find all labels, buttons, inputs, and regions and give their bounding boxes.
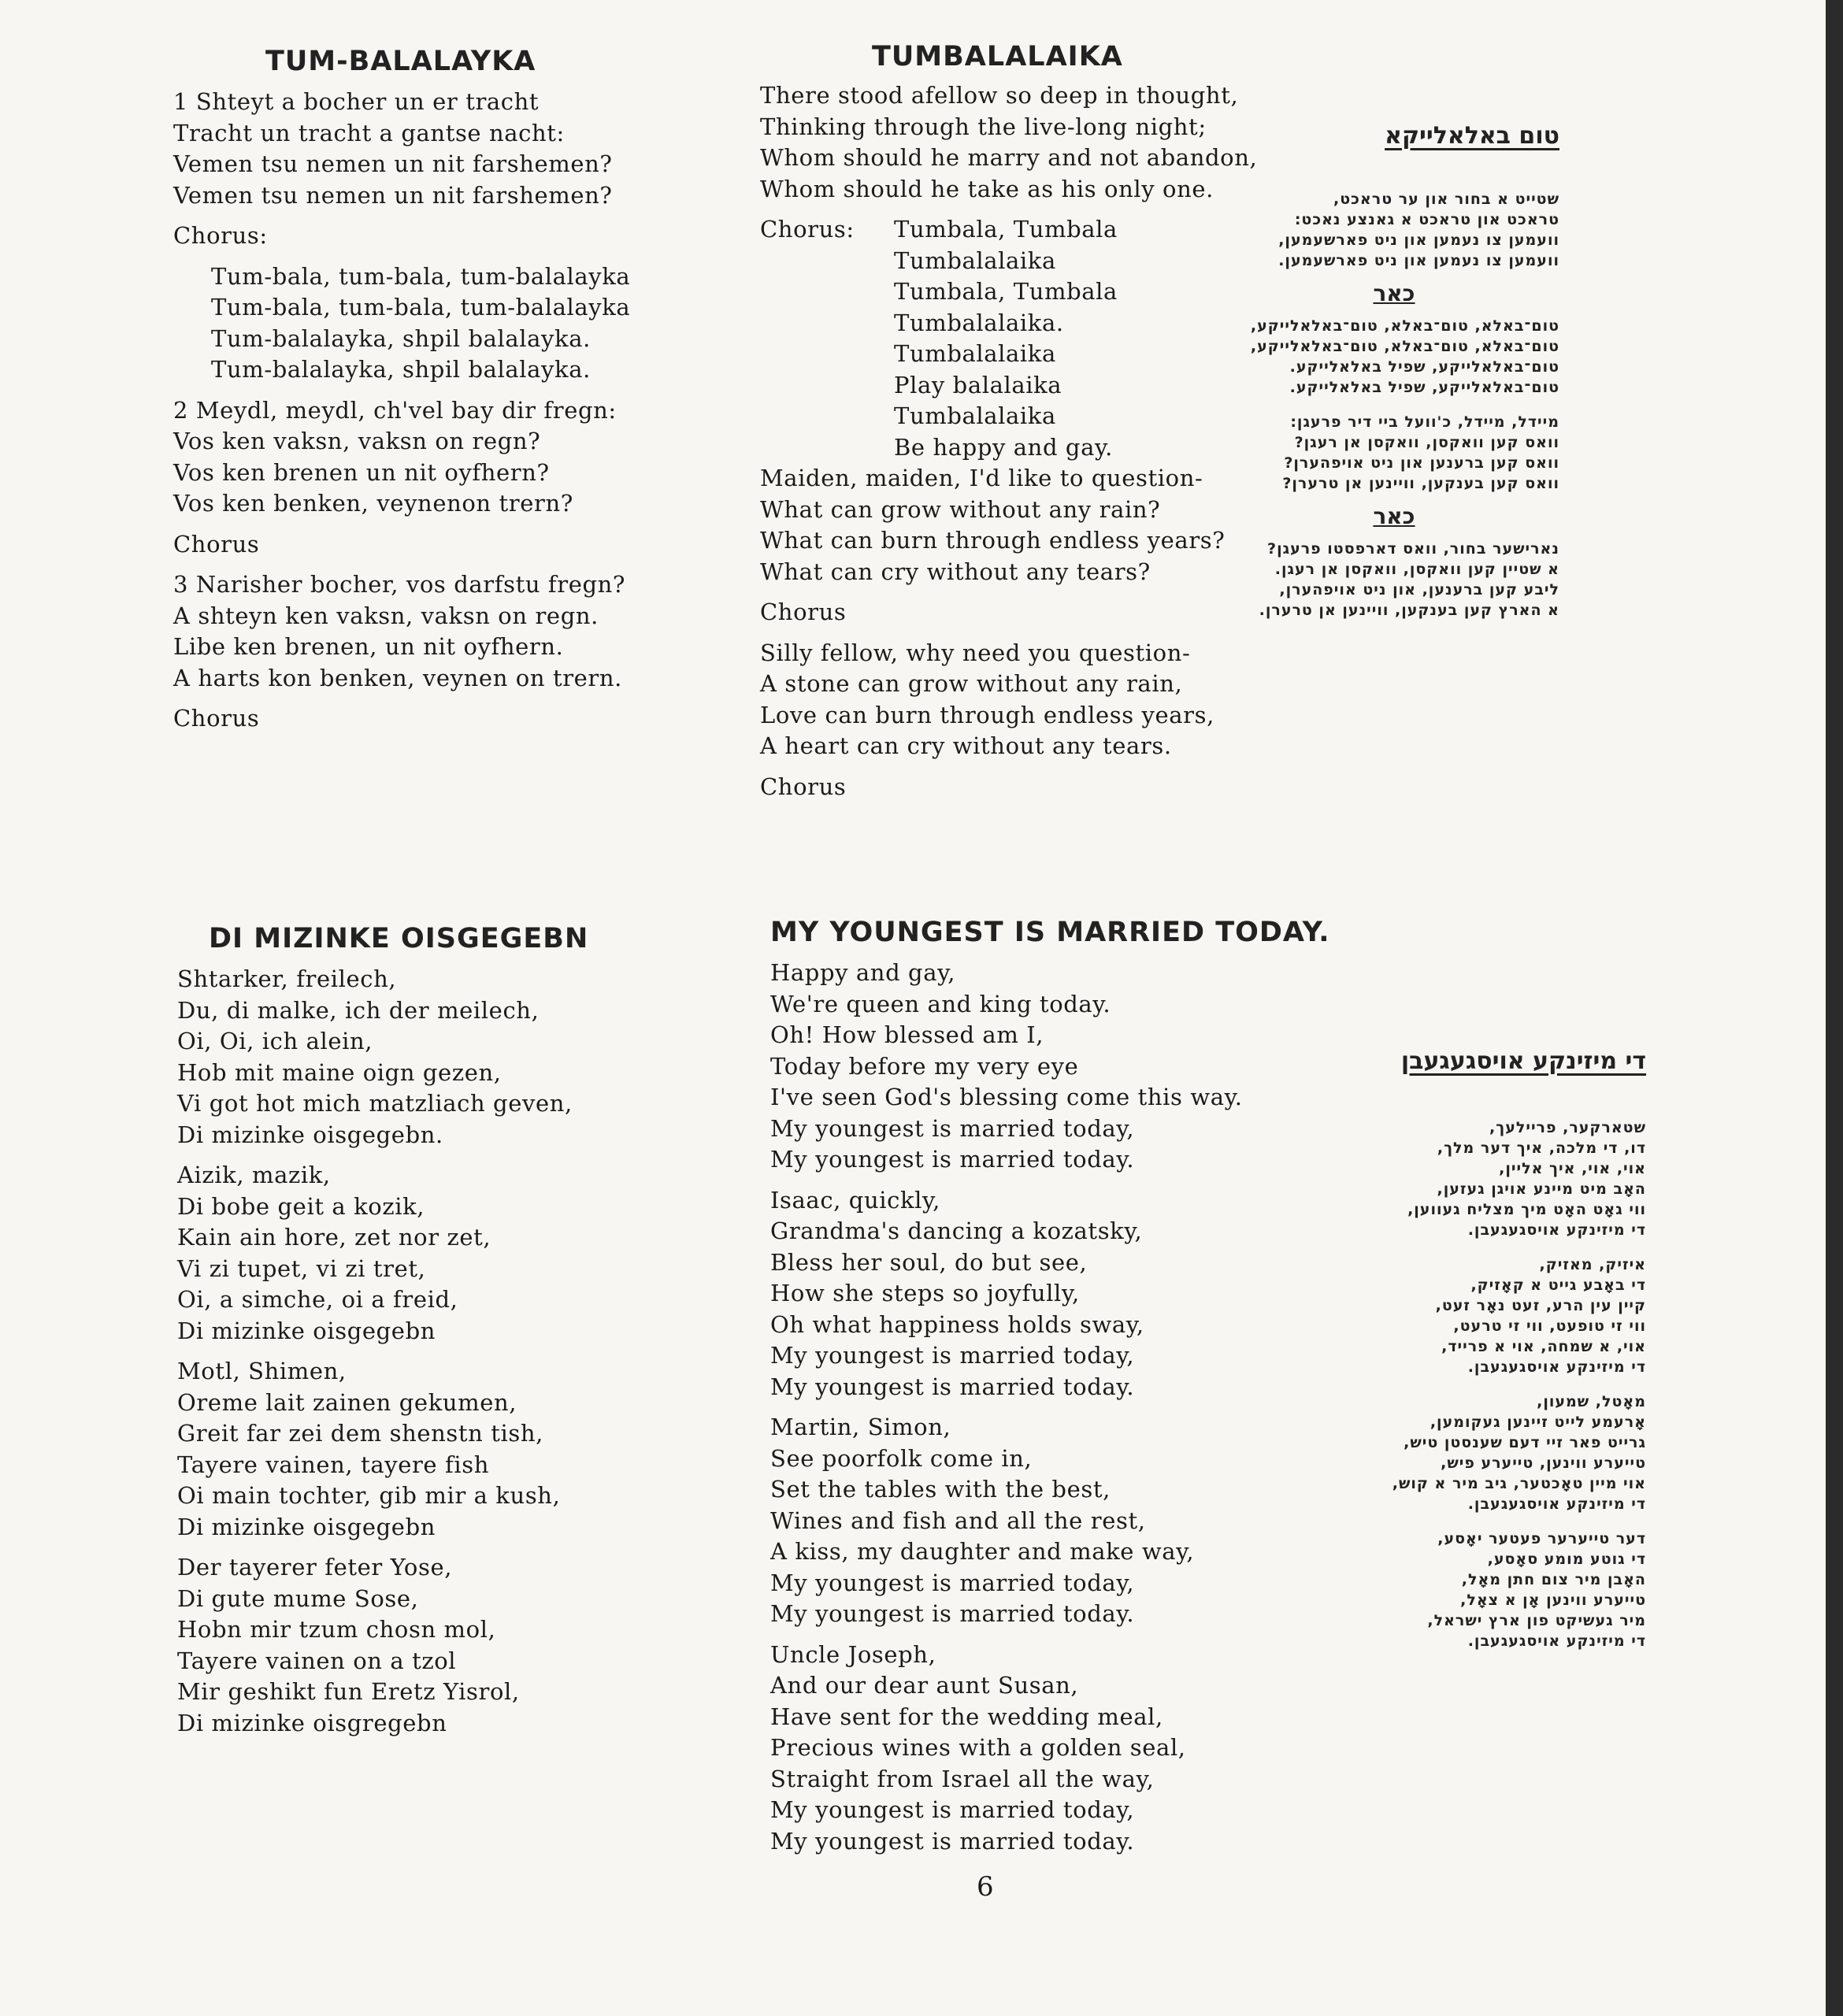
chorus-block [760,214,1257,463]
lyric-line: 1 Shteyt a bocher un er tracht [173,88,540,115]
lyric-line: טייערע ווינען אָן א צאָל, [1460,1592,1646,1609]
chorus-line: Be happy and gay. [894,433,1113,461]
lyric-line: Maiden, maiden, I'd like to question- [760,465,1203,491]
lyric-line: די מיזינקע אויסגעגעבן. [1467,1632,1646,1650]
lyric-line: Shtarker, freilech, [177,965,397,992]
lyric-line: אוי מיין טאָכטער, גיב מיר א קוש, [1392,1475,1646,1492]
lyric-line: Hob mit maine oign gezen, [177,1058,502,1086]
lyric-line: Martin, Simon, [770,1414,951,1440]
lyric-line: Aizik, mazik, [177,1162,331,1188]
lyric-line: A stone can grow without any rain, [760,670,1183,697]
chorus-line: Tumbalalaika [894,340,1056,367]
lyric-line: גרייט פאר זיי דעם שענסטן טיש, [1404,1434,1646,1451]
lyric-line: Vi zi tupet, vi zi tret, [177,1254,426,1282]
song-tumbalalayka-hebrew [1250,122,1559,621]
lyric-line: Oreme lait zainen gekumen, [177,1388,517,1416]
lyric-line: ווי גאָט האָט מיך מצליח געווען, [1407,1201,1646,1218]
lyric-line: האָב מיט מיינע אויגן געזען, [1437,1180,1646,1198]
lyric-line: נארישער בחור, וואס דארפסטו פרעגן? [1267,540,1559,558]
lyric-line: די מיזינקע אויסגעגעבן. [1467,1495,1646,1513]
lyric-line: What can grow without any rain? [760,495,1161,523]
lyric-line: וואס קען וואקסן, וואקסן אן רעגן? [1294,434,1559,451]
lyric-line: Tracht un tracht a gantse nacht: [173,119,565,146]
lyric-line: וועמען צו נעמען און ניט פארשעמען. [1278,252,1559,269]
lyric-line: מאָטל, שמעון, [1537,1393,1646,1410]
lyric-line: שטארקער, פריילעך, [1489,1119,1646,1136]
lyric-line: ווי זי טופעט, ווי זי טרעט, [1453,1317,1646,1335]
lyric-line: א שטיין קען וואקסן, וואקסן אן רעגן. [1274,561,1559,578]
lyric-line: Vos ken vaksn, vaksn on regn? [173,428,541,454]
lyric-line: My youngest is married today. [770,1600,1135,1627]
lyric-line: What can burn through endless years? [760,527,1226,554]
song-title: TUM-BALALAYKA [265,46,536,77]
lyric-line: My youngest is married today. [770,1373,1135,1400]
lyric-line: קיין עין הרע, זעט נאָר זעט, [1435,1297,1646,1314]
lyric-line: שטייט א בחור און ער טראכט, [1333,191,1559,208]
song-mizinke-yiddish [177,923,588,1739]
song-mizinke-hebrew [1292,1047,1646,1651]
chorus-line: טום־באלא, טום־באלא, טום־באלאלייקע, [1250,317,1559,335]
chorus-label: כאר [1373,503,1415,529]
lyric-line: Thinking through the live-long night; [760,113,1207,140]
lyric-line: Vos ken brenen un nit oyfhern? [173,458,550,486]
lyric-line: Today before my very eye [770,1052,1079,1080]
lyric-line: אָרעמע לייט זיינען געקומען, [1430,1414,1646,1431]
lyric-line: ליבע קען ברענען, און ניט אויפהערן, [1279,581,1559,598]
lyric-line: Di mizinke oisgregebn [177,1709,447,1736]
song-lyrics [173,87,630,735]
chorus-label: Chorus: [760,216,855,243]
lyric-line: Isaac, quickly, [770,1186,940,1214]
lyric-line: Uncle Joseph, [770,1640,936,1668]
lyric-line: Motl, Shimen, [177,1358,347,1384]
lyric-line: Whom should he marry and not abandon, [760,144,1258,171]
lyric-line: There stood afellow so deep in thought, [760,82,1239,109]
chorus-line: Play balalaika [894,371,1062,398]
chorus-line: Tum-bala, tum-bala, tum-balalayka [211,262,631,290]
lyric-line: My youngest is married today, [770,1796,1135,1823]
chorus-label: Chorus [173,530,260,558]
song-title: MY YOUNGEST IS MARRIED TODAY. [770,917,1330,948]
lyric-line: Mir geshikt fun Eretz Yisrol, [177,1678,520,1705]
page-edge [1826,0,1843,2016]
song-tumbalalaika-english [760,41,1257,802]
lyric-line: See poorfolk come in, [770,1444,1033,1472]
lyric-line: My youngest is married today, [770,1342,1135,1369]
lyric-line: האָבן מיר צום חתן מאָל, [1461,1571,1646,1588]
lyric-line: Vemen tsu nemen un nit farshemen? [173,181,613,209]
lyric-line: Libe ken brenen, un nit oyfhern. [173,633,564,660]
lyric-line: Di mizinke oisgegebn [177,1513,436,1540]
chorus-line: Tum-balalayka, shpil balalayka. [211,324,591,352]
chorus-line: Tum-balalayka, shpil balalayka. [211,356,591,383]
lyric-line: טייערע ווינען, טייערע פיש, [1441,1455,1646,1472]
lyric-line: Vemen tsu nemen un nit farshemen? [173,150,613,177]
song-lyrics [770,958,1330,1857]
lyric-line: Bless her soul, do but see, [770,1248,1088,1276]
lyric-line: א הארץ קען בענקען, וויינען אן טרערן. [1259,602,1559,619]
song-tumbalalayka-yiddish [173,46,630,735]
lyric-line: Tayere vainen on a tzol [177,1647,457,1674]
lyric-line: 3 Narisher bocher, vos darfstu fregn? [173,571,626,598]
lyric-line: Tayere vainen, tayere fish [177,1451,489,1478]
chorus-line: Tum-bala, tum-bala, tum-balalayka [211,294,631,321]
lyric-line: Di mizinke oisgegebn. [177,1121,443,1148]
chorus-label: Chorus [173,705,260,732]
lyric-line: Precious wines with a golden seal, [770,1734,1186,1761]
lyric-line: My youngest is married today. [770,1827,1135,1855]
lyric-line: מיר געשיקט פון ארץ ישראל, [1427,1612,1646,1629]
lyric-line: Kain ain hore, zet nor zet, [177,1224,491,1251]
chorus-line: טום־באלאלייקע, שפיל באלאלייקע. [1289,379,1559,396]
chorus-line: Tumbala, Tumbala [894,216,1118,243]
chorus-line: Tumbalalaika. [894,309,1064,336]
lyric-line: I've seen God's blessing come this way. [770,1084,1243,1110]
lyric-line: 2 Meydl, meydl, ch'vel bay dir fregn: [173,396,617,424]
lyric-line: A harts kon benken, veynen on trern. [173,664,622,691]
song-title: TUMBALALAIKA [872,41,1123,72]
chorus-label: Chorus: [173,222,268,249]
lyric-line: Oi, Oi, ich alein, [177,1028,373,1054]
chorus-label: כאר [1373,280,1415,306]
lyric-line: איזיק, מאזיק, [1539,1256,1646,1273]
lyric-line: How she steps so joyfully, [770,1280,1080,1306]
lyric-line: Grandma's dancing a kozatsky, [770,1217,1143,1244]
lyric-line: Hobn mir tzum chosn mol, [177,1616,496,1643]
lyric-line: Di gute mume Sose, [177,1584,419,1612]
lyric-line: טראכט און טראכט א גאנצע נאכט: [1294,211,1559,228]
song-lyrics [760,80,1257,802]
lyric-line: What can cry without any tears? [760,558,1151,585]
chorus-line: Tumbalalaika [894,246,1056,274]
lyric-line: A kiss, my daughter and make way, [770,1538,1195,1565]
lyric-line: Di bobe geit a kozik, [177,1192,425,1220]
song-title: די מיזינקע אויסגעגעבן [1400,1047,1646,1075]
lyric-line: Vos ken benken, veynenon trern? [173,490,573,517]
lyric-line: Whom should he take as his only one. [760,175,1214,202]
lyric-line: Straight from Israel all the way, [770,1765,1155,1792]
chorus-label: Chorus [760,773,847,800]
lyric-line: דו, די מלכה, איך דער מלך, [1437,1140,1646,1157]
lyric-line: די גוטע מומע סאָסע, [1487,1551,1646,1568]
lyric-line: A shteyn ken vaksn, vaksn on regn. [173,602,599,629]
lyric-line: And our dear aunt Susan, [770,1672,1079,1699]
lyric-line: וואס קען ברענען און ניט אויפהערן? [1284,454,1559,472]
song-mizinke-english [770,917,1330,1857]
lyric-line: We're queen and king today. [770,990,1111,1017]
lyric-line: My youngest is married today, [770,1569,1135,1596]
lyric-line: Oi, a simche, oi a freid, [177,1286,458,1313]
lyric-line: Love can burn through endless years, [760,701,1214,728]
lyric-line: My youngest is married today, [770,1114,1135,1142]
chorus-line: Tumbalalaika [894,402,1056,429]
lyric-line: Oh! How blessed am I, [770,1021,1044,1048]
lyric-line: My youngest is married today. [770,1146,1135,1173]
song-title: טום באלאלייקא [1385,122,1559,150]
song-title: DI MIZINKE OISGEGEBN [209,923,589,954]
lyric-line: Di mizinke oisgegebn [177,1317,436,1344]
lyric-line: אוי, א שמחה, אוי א פרייד, [1441,1338,1646,1355]
lyric-line: Du, di malke, ich der meilech, [177,996,540,1024]
lyric-line: וואס קען בענקען, וויינען אן טרערן? [1282,475,1559,492]
lyric-line: Vi got hot mich matzliach geven, [177,1090,573,1117]
lyric-line: וועמען צו נעמען און ניט פארשעמען, [1278,232,1559,249]
lyric-line: Happy and gay, [770,959,956,986]
page-number: 6 [977,1871,994,1903]
lyric-line: Wines and fish and all the rest, [770,1506,1146,1534]
lyric-line: די באָבע גייט א קאָזיק, [1470,1277,1646,1294]
lyric-line: Der tayerer feter Yose, [177,1554,453,1581]
lyric-line: A heart can cry without any tears. [760,732,1172,759]
lyric-line: די מיזינקע אויסגעגעבן. [1467,1221,1646,1239]
lyric-line: מיידל, מיידל, כ'וועל ביי דיר פרעגן: [1290,413,1559,431]
lyric-line: דער טייערער פעטער יאָסע, [1437,1530,1646,1547]
chorus-line: טום־באלאלייקע, שפיל באלאלייקע. [1289,358,1559,376]
chorus-line: Tumbala, Tumbala [894,278,1118,305]
lyric-line: Set the tables with the best, [770,1476,1111,1503]
lyric-line: די מיזינקע אויסגעגעבן. [1467,1358,1646,1376]
song-lyrics [177,964,588,1739]
lyric-line: Oi main tochter, gib mir a kush, [177,1482,561,1509]
lyric-line: Oh what happiness holds sway, [770,1310,1144,1338]
lyric-line: Silly fellow, why need you question- [760,639,1191,666]
chorus-line: טום־באלא, טום־באלא, טום־באלאלייקע, [1250,338,1559,355]
lyric-line: אוי, אוי, איך אליין, [1499,1160,1646,1177]
lyric-line: Have sent for the wedding meal, [770,1703,1163,1730]
lyric-line: Greit far zei dem shenstn tish, [177,1420,543,1447]
chorus-label: Chorus [760,598,847,625]
